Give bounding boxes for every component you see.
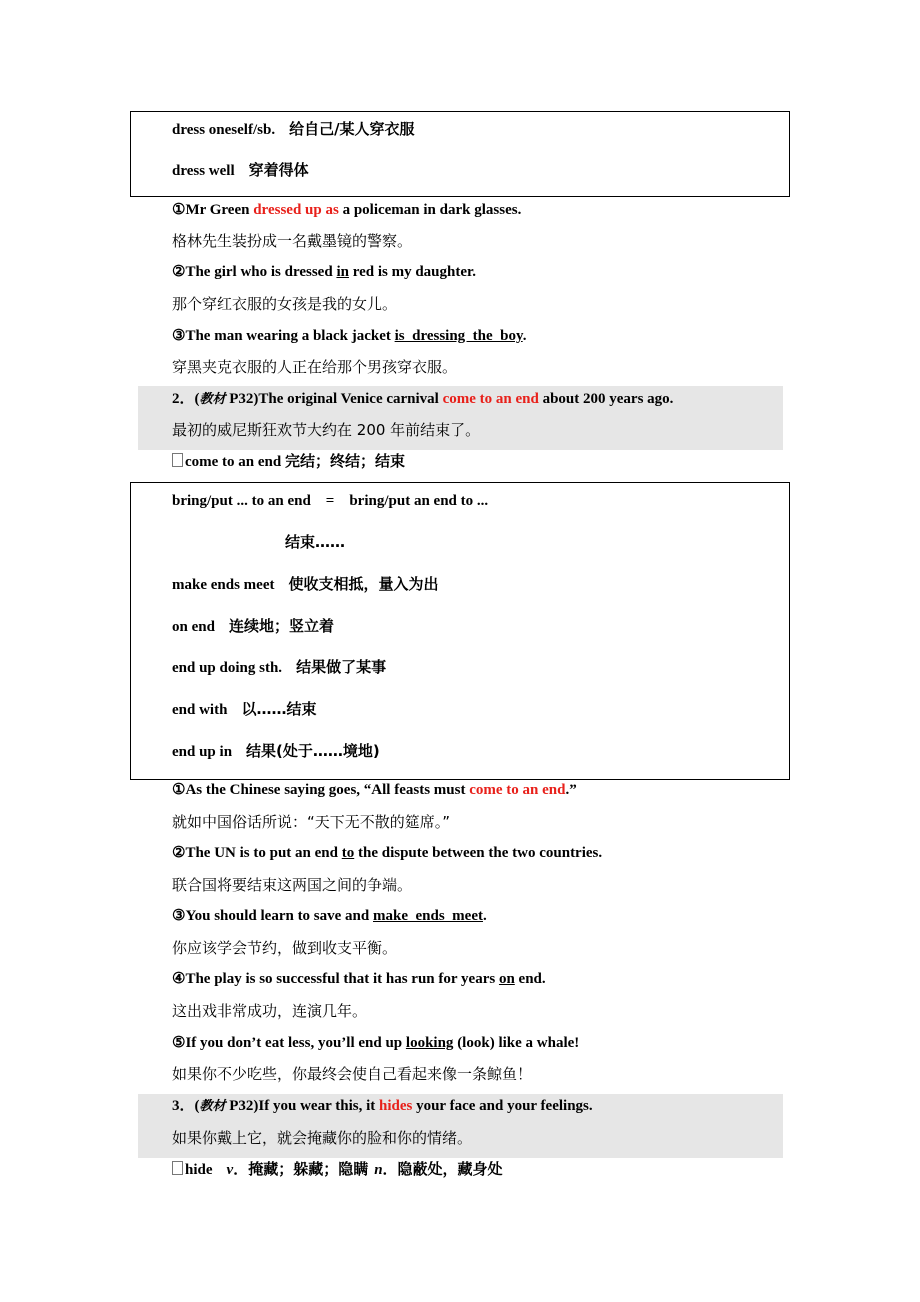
section-3-sentence: 3．(教材 P32)If you wear this, it hides your face and your feelings. [172,1098,593,1114]
marker-icon [172,453,183,467]
section-2-point: come to an end 完结；终结；结束 [172,452,405,472]
example-dress-3-cn: 穿黑夹克衣服的人正在给那个男孩穿衣服。 [172,358,458,376]
phrase-bring-put-end: bring/put ... to an end = bring/put an end to ... [172,493,489,509]
phrase-dress-oneself: dress oneself/sb. 给自己/某人穿衣服 [172,120,415,138]
example-dress-2-cn: 那个穿红衣服的女孩是我的女儿。 [172,295,398,313]
example-dress-1-cn: 格林先生装扮成一名戴墨镜的警察。 [172,232,413,250]
example-end-3: ③You should learn to save and make ends meet. [172,908,487,924]
example-dress-3: ③The man wearing a black jacket is dressing the boy. [172,328,527,344]
example-end-1-cn: 就如中国俗话所说：“天下无不散的筵席。” [172,813,451,831]
phrase-make-ends-meet: make ends meet 使收支相抵，量入为出 [172,575,439,593]
example-end-5: ⑤If you don’t eat less, you’ll end up looking (look) like a whale! [172,1035,580,1051]
example-end-4-cn: 这出戏非常成功，连演几年。 [172,1002,368,1020]
example-end-2-cn: 联合国将要结束这两国之间的争端。 [172,876,413,894]
example-end-1: ①As the Chinese saying goes, “All feasts must come to an end.” [172,782,577,798]
phrase-dress-well: dress well 穿着得体 [172,161,309,179]
phrase-end-up-doing: end up doing sth. 结果做了某事 [172,658,387,676]
marker-icon [172,1161,183,1175]
example-end-5-cn: 如果你不少吃些，你最终会使自己看起来像一条鲸鱼！ [172,1065,533,1083]
section-2-translation: 最初的威尼斯狂欢节大约在 200 年前结束了。 [172,421,481,439]
section-3-point: hide v．掩藏；躲藏；隐瞒 n．隐蔽处，藏身处 [172,1159,503,1180]
example-end-4: ④The play is so successful that it has run for years on end. [172,971,546,987]
phrase-on-end: on end 连续地；竖立着 [172,617,334,635]
phrase-end-up-in: end up in 结果(处于……境地) [172,742,380,760]
section-3-translation: 如果你戴上它，就会掩藏你的脸和你的情绪。 [172,1129,473,1147]
example-end-2: ②The UN is to put an end to the dispute between the two countries. [172,845,603,861]
phrase-end-with: end with 以……结束 [172,700,317,718]
example-dress-1: ①Mr Green dressed up as a policeman in dark glasses. [172,202,522,218]
phrase-bring-put-end-cn: 结束…… [285,533,346,551]
example-end-3-cn: 你应该学会节约，做到收支平衡。 [172,939,398,957]
example-dress-2: ②The girl who is dressed in red is my daughter. [172,264,477,280]
section-2-sentence: 2．(教材 P32)The original Venice carnival come to an end about 200 years ago. [172,391,674,407]
